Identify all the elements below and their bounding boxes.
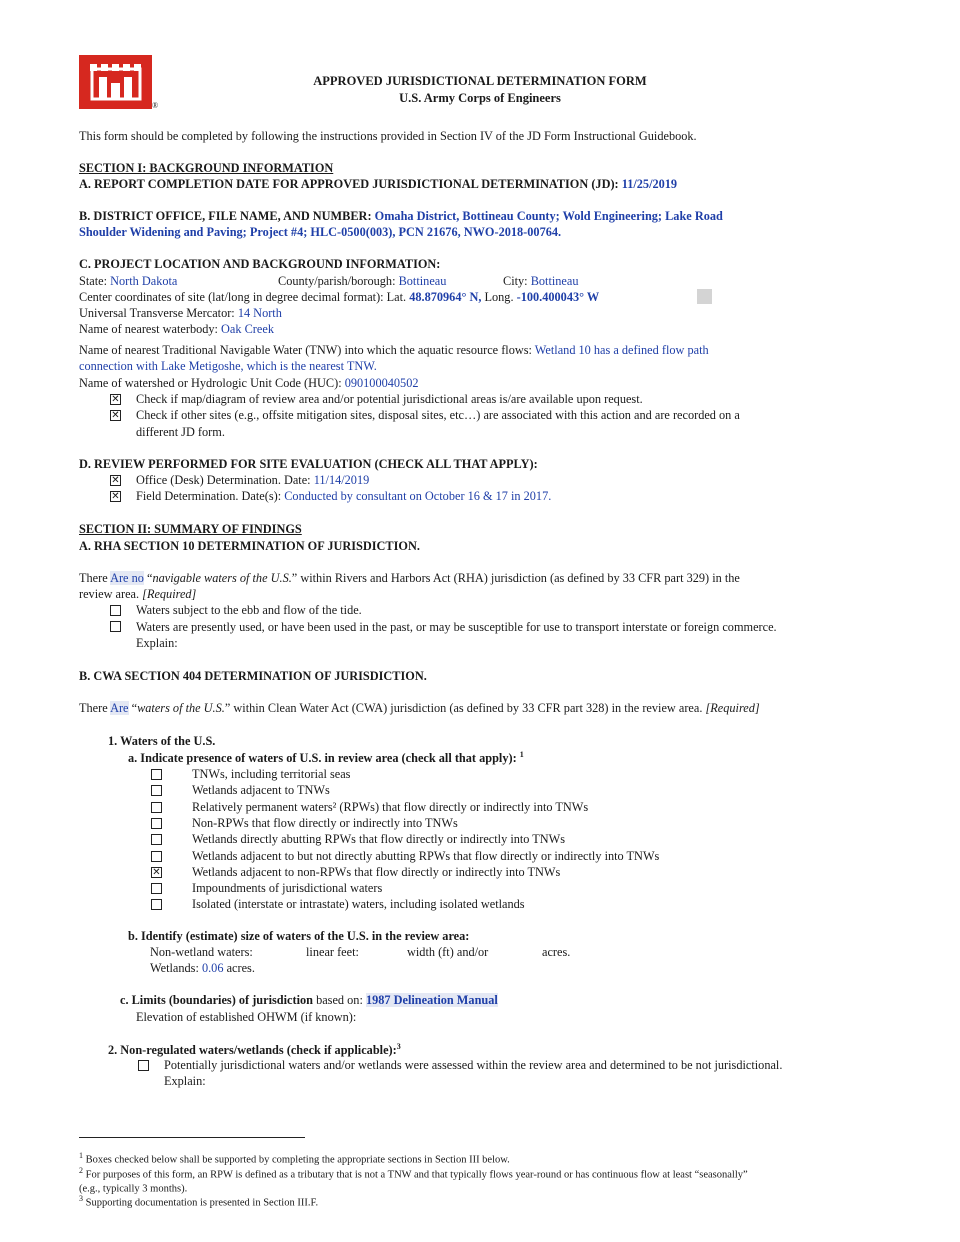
wetlands-unit: acres.: [226, 961, 255, 975]
tidal-waters-label: Waters subject to the ebb and flow of the tide.: [136, 603, 362, 617]
footnote-text: Boxes checked below shall be supported by completing the appropriate sections in Section III below.: [83, 1154, 510, 1166]
waters-type-checkbox[interactable]: [151, 818, 162, 829]
cwa-statement: There Are “waters of the U.S.” within Clean Water Act (CWA) jurisdiction (as defined by 33 CFR part 328) in the review area. [Required]: [79, 701, 760, 715]
waters-type-label: Isolated (interstate or intrastate) waters, including isolated wetlands: [192, 897, 525, 911]
footnote: [79, 1166, 748, 1181]
item1c-label: c. Limits (boundaries) of jurisdiction: [120, 993, 313, 1007]
huc-line: [79, 376, 418, 391]
field-determination-date: Conducted by consultant on October 16 & 17 in 2017.: [284, 489, 552, 503]
waterbody-label: Name of nearest waterbody:: [79, 322, 218, 336]
item1c-based-on: based on:: [316, 993, 363, 1007]
section1-a: [79, 177, 677, 192]
rha-explain-label: Explain:: [136, 636, 178, 650]
cwa-required: [Required]: [705, 701, 760, 715]
rha-statement-line1: [79, 571, 740, 586]
registered-mark: ®: [152, 101, 159, 110]
section1-c-heading: C. PROJECT LOCATION AND BACKGROUND INFORMATION:: [79, 257, 441, 271]
cwa-there: There: [79, 701, 108, 715]
footnote-divider: [79, 1137, 305, 1138]
other-sites-label-line1: Check if other sites (e.g., offsite mitigation sites, disposal sites, etc…) are associated with this action and are recorded on a: [136, 408, 740, 422]
footnote-number: 3: [79, 1194, 83, 1203]
office-determination-label: Office (Desk) Determination. Date:: [136, 473, 311, 487]
office-determination-checkbox[interactable]: [110, 475, 121, 486]
non-regulated-checkbox[interactable]: [138, 1060, 149, 1071]
rha-quote-open: “: [146, 571, 153, 585]
commerce-waters-label: Waters are presently used, or have been used in the past, or may be susceptible for use to transport interstate or foreign commerce.: [136, 620, 777, 634]
waters-type-label: Relatively permanent waters² (RPWs) that flow directly or indirectly into TNWs: [192, 800, 589, 814]
map-available-checkbox[interactable]: [110, 394, 121, 405]
rha-required: [Required]: [142, 587, 197, 601]
wetlands-line: [150, 961, 255, 976]
long-label: Long.: [484, 290, 514, 304]
rha-navigable-waters: navigable waters of the U.S.: [152, 571, 292, 585]
intro-text: This form should be completed by following the instructions provided in Section IV of the JD Form Instructional Guidebook.: [79, 129, 697, 143]
footnote-text: (e.g., typically 3 months).: [79, 1183, 188, 1195]
rha-there: There: [79, 571, 108, 585]
tnw-value-line2: connection with Lake Metigoshe, which is the nearest TNW.: [79, 359, 377, 373]
map-available-label: Check if map/diagram of review area and/or potential jurisdictional areas is/are available upon request.: [136, 392, 643, 406]
rha-statement-line2: [79, 587, 196, 602]
waterbody-value: Oak Creek: [221, 322, 274, 336]
item1-heading: 1. Waters of the U.S.: [108, 734, 216, 748]
waterbody-line: [79, 322, 274, 337]
other-sites-checkbox[interactable]: [110, 410, 121, 421]
utm-label: Universal Transverse Mercator:: [79, 306, 235, 320]
rha-statement-rest: ” within Rivers and Harbors Act (RHA) jurisdiction (as defined by 33 CFR part 329) in the: [291, 571, 740, 585]
report-date-label: A. REPORT COMPLETION DATE FOR APPROVED JURISDICTIONAL DETERMINATION (JD):: [79, 177, 619, 191]
wetlands-label: Wetlands:: [150, 961, 199, 975]
gray-marker: [697, 289, 712, 304]
district-value-line2: Shoulder Widening and Paving; Project #4; HLC-0500(003), PCN 21676, NWO-2018-00764.: [79, 225, 562, 239]
field-determination-label: Field Determination. Date(s):: [136, 489, 282, 503]
section1-heading: SECTION I: BACKGROUND INFORMATION: [79, 161, 334, 175]
ohwm-label: Elevation of established OHWM (if known):: [136, 1010, 357, 1024]
huc-value: 090100040502: [344, 376, 419, 390]
waters-type-label: Wetlands adjacent to but not directly abutting RPWs that flow directly or indirectly into TNWs: [192, 849, 660, 863]
section1-b: [79, 209, 723, 224]
coords-label: Center coordinates of site (lat/long in degree decimal format): Lat.: [79, 290, 407, 304]
linear-feet-label: linear feet:: [306, 945, 359, 959]
field-determination-checkbox[interactable]: [110, 491, 121, 502]
district-value-line1: Omaha District, Bottineau County; Wold Engineering; Lake Road: [374, 209, 723, 223]
commerce-waters-checkbox[interactable]: [110, 621, 121, 632]
field-determination-line: [136, 489, 551, 504]
city-line: [503, 274, 579, 289]
waters-type-checkbox[interactable]: [151, 769, 162, 780]
waters-type-label: Wetlands adjacent to non-RPWs that flow directly or indirectly into TNWs: [192, 865, 561, 879]
utm-value: 14 North: [237, 306, 282, 320]
form-subtitle: U.S. Army Corps of Engineers: [399, 91, 561, 105]
footnote-text: Supporting documentation is presented in Section III.F.: [83, 1197, 319, 1209]
tidal-waters-checkbox[interactable]: [110, 605, 121, 616]
tnw-label: Name of nearest Traditional Navigable Water (TNW) into which the aquatic resource flows:: [79, 343, 532, 357]
waters-type-checkbox[interactable]: [151, 867, 162, 878]
waters-type-checkbox[interactable]: [151, 802, 162, 813]
footnote: [79, 1151, 510, 1166]
nonwetland-label: Non-wetland waters:: [150, 945, 253, 959]
item1c-line: [120, 993, 498, 1008]
rha-review-area: review area.: [79, 587, 143, 601]
state-line: [79, 274, 177, 289]
cwa-waters: waters of the U.S.: [137, 701, 225, 715]
cwa-heading: B. CWA SECTION 404 DETERMINATION OF JURISDICTION.: [79, 669, 427, 683]
rha-heading: A. RHA SECTION 10 DETERMINATION OF JURISDICTION.: [79, 539, 420, 553]
form-title: APPROVED JURISDICTIONAL DETERMINATION FORM: [313, 74, 647, 88]
waters-type-label: Wetlands directly abutting RPWs that flow directly or indirectly into TNWs: [192, 832, 566, 846]
state-value: North Dakota: [110, 274, 178, 288]
footnote: [79, 1180, 187, 1195]
county-line: [278, 274, 446, 289]
footnote-ref-3: 3: [396, 1042, 401, 1051]
office-determination-date: 11/14/2019: [313, 473, 370, 487]
item2-heading: 2. Non-regulated waters/wetlands (check if applicable):$^3$: [108, 1042, 401, 1058]
waters-type-label: TNWs, including territorial seas: [192, 767, 351, 781]
waters-type-label: Impoundments of jurisdictional waters: [192, 881, 383, 895]
footnote-ref-1: 1: [519, 750, 524, 759]
county-value: Bottineau: [398, 274, 447, 288]
footnote-number: 2: [79, 1166, 83, 1175]
latitude-value: 48.870964° N,: [409, 290, 482, 304]
footnote-number: 1: [79, 1151, 83, 1160]
footnote-text: For purposes of this form, an RPW is defined as a tributary that is not a TNW and that typically flows year-round or has continuous flow at least “seasonally”: [83, 1169, 748, 1181]
waters-type-checkbox[interactable]: [151, 899, 162, 910]
rha-are-no-select[interactable]: Are no: [110, 571, 144, 585]
non-regulated-explain: Explain:: [164, 1074, 206, 1088]
item1a-heading: a. Indicate presence of waters of U.S. in review area (check all that apply): $^1$: [128, 750, 524, 766]
coordinates-line: [79, 290, 599, 305]
waters-type-checkbox[interactable]: [151, 851, 162, 862]
huc-label: Name of watershed or Hydrologic Unit Code (HUC):: [79, 376, 342, 390]
office-determination-line: [136, 473, 369, 488]
section1-d-heading: D. REVIEW PERFORMED FOR SITE EVALUATION (CHECK ALL THAT APPLY):: [79, 457, 538, 471]
cwa-are-select[interactable]: Are: [110, 701, 129, 715]
longitude-value: -100.400043° W: [516, 290, 600, 304]
delineation-manual-select[interactable]: 1987 Delineation Manual: [365, 993, 498, 1007]
utm-line: [79, 306, 282, 321]
waters-type-checkbox[interactable]: [151, 883, 162, 894]
cwa-statement-rest: ” within Clean Water Act (CWA) jurisdiction (as defined by 33 CFR part 328) in the review area.: [224, 701, 703, 715]
footnote: [79, 1194, 318, 1209]
item1b-heading: b. Identify (estimate) size of waters of the U.S. in the review area:: [128, 929, 470, 943]
county-label: County/parish/borough:: [278, 274, 396, 288]
state-label: State:: [79, 274, 108, 288]
report-date-value: 11/25/2019: [621, 177, 678, 191]
width-label: width (ft) and/or: [407, 945, 489, 959]
section2-heading: SECTION II: SUMMARY OF FINDINGS: [79, 522, 302, 536]
city-label: City:: [503, 274, 528, 288]
acres-label: acres.: [542, 945, 571, 959]
non-regulated-label: Potentially jurisdictional waters and/or wetlands were assessed within the review area and determined to be not jurisdictional.: [164, 1058, 783, 1072]
district-label: B. DISTRICT OFFICE, FILE NAME, AND NUMBER:: [79, 209, 372, 223]
wetlands-acres-value: 0.06: [201, 961, 224, 975]
tnw-value-line1: Wetland 10 has a defined flow path: [534, 343, 709, 357]
city-value: Bottineau: [530, 274, 579, 288]
other-sites-label-line2: different JD form.: [136, 425, 225, 439]
waters-type-checkbox[interactable]: [151, 785, 162, 796]
waters-type-checkbox[interactable]: [151, 834, 162, 845]
waters-type-label: Wetlands adjacent to TNWs: [192, 783, 330, 797]
tnw-line: [79, 343, 709, 358]
waters-type-label: Non-RPWs that flow directly or indirectly into TNWs: [192, 816, 458, 830]
